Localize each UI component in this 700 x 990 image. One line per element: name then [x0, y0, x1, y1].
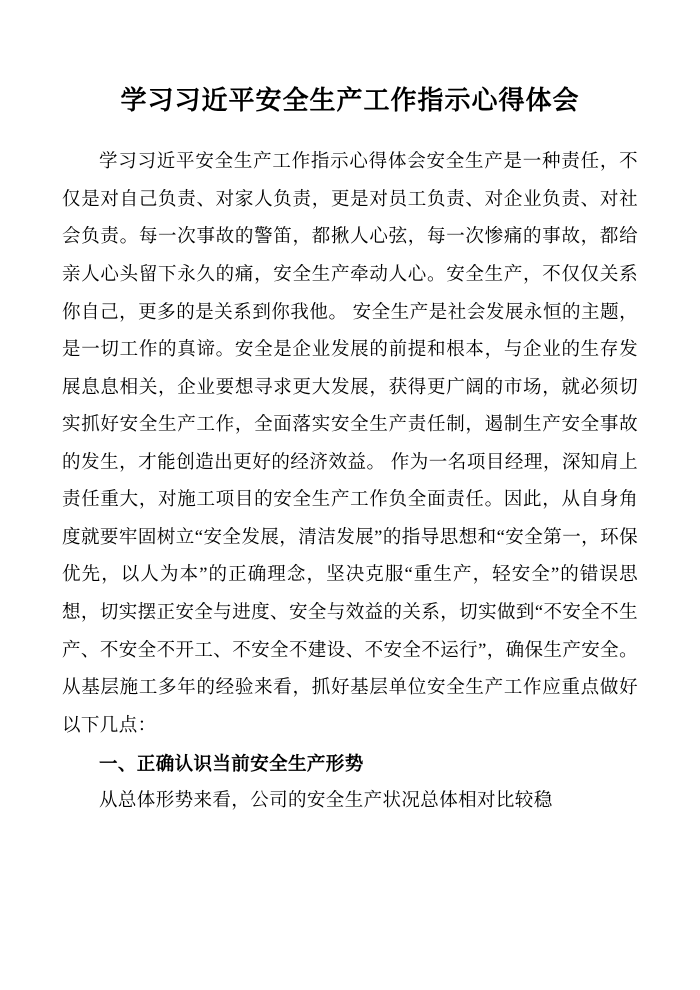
section-heading: 一、正确认识当前安全生产形势 [99, 753, 364, 775]
body-paragraph: 学习习近平安全生产工作指示心得体会安全生产是一种责任，不仅是对自己负责、对家人负责，更是对员工负责、对企业负责、对社会负责。每一次事故的警笛，都揪人心弦，每一次惨痛的事故，都给亲人心头留下永久的痛，安全生产牵动人心。安全生产，不仅仅关系你自己，更多的是关系到你我他。 安全生产是社会发展永恒的主题，是一切工作的真谛。安全是企业发展的前提和根本，与企业的生存发展息息相关，企业要想寻求更大发展，获得更广阔的市场，就必须切实抓好安全生产工作，全面落实安全生产责任制，遏制生产安全事故的发生，才能创造出更好的经济效益。 作为一名项目经理，深知肩上责任重大，对施工项目的安全生产工作负全面责任。因此，从自身角度就要牢固树立“安全发展，清洁发展”的指导思想和“安全第一，环保优先，以人为本”的正确理念，坚决克服“重生产，轻安全”的错误思想，切实摆正安全与进度、安全与效益的关系，切实做到“不安全不生产、不安全不开工、不安全不建设、不安全不运行”，确保生产安全。 从基层施工多年的经验来看，抓好基层单位安全生产工作应重点做好以下几点： [62, 152, 638, 736]
tail-paragraph: 从总体形势来看，公司的安全生产状况总体相对比较稳 [99, 790, 553, 811]
page-title: 学习习近平安全生产工作指示心得体会 [120, 85, 580, 115]
